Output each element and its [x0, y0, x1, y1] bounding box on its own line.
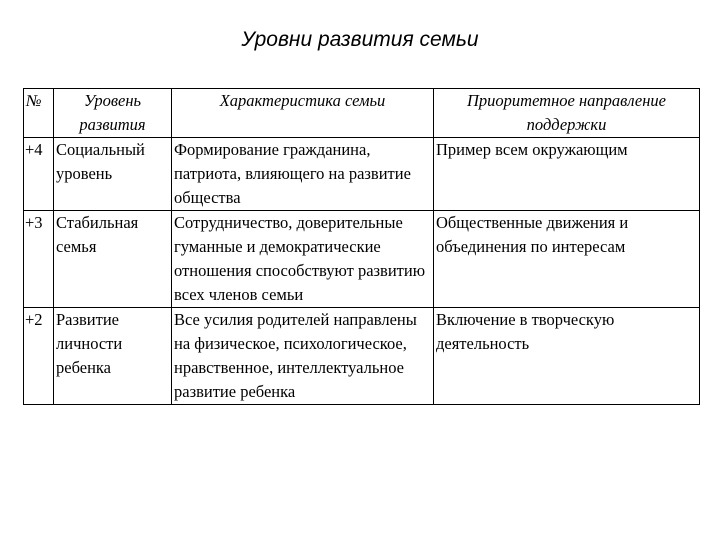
header-level: Уровень развития	[54, 89, 172, 138]
row-characteristic: Все усилия родителей направлены на физическое, психологическое, нравственное, интеллектуальное развитие ребенка	[172, 308, 434, 405]
header-characteristic: Характеристика семьи	[172, 89, 434, 138]
header-number: №	[24, 89, 54, 138]
row-number: +3	[24, 211, 54, 308]
row-priority: Включение в творческую деятельность	[434, 308, 700, 405]
slide-title: Уровни развития семьи	[241, 28, 479, 51]
table-row	[24, 308, 700, 405]
row-characteristic: Формирование гражданина, патриота, влияющего на развитие общества	[172, 138, 434, 211]
header-priority: Приоритетное направление поддержки	[434, 89, 700, 138]
table-row	[24, 138, 700, 211]
row-level: Стабильная семья	[54, 211, 172, 308]
row-level: Социальный уровень	[54, 138, 172, 211]
row-level: Развитие личности ребенка	[54, 308, 172, 405]
row-priority: Общественные движения и объединения по интересам	[434, 211, 700, 308]
row-number: +2	[24, 308, 54, 405]
table-header-row	[24, 89, 700, 138]
row-characteristic: Сотрудничество, доверительные гуманные и демократические отношения способствуют развитию всех членов семьи	[172, 211, 434, 308]
row-priority: Пример всем окружающим	[434, 138, 700, 211]
table-row	[24, 211, 700, 308]
row-number: +4	[24, 138, 54, 211]
family-levels-table	[23, 88, 700, 405]
